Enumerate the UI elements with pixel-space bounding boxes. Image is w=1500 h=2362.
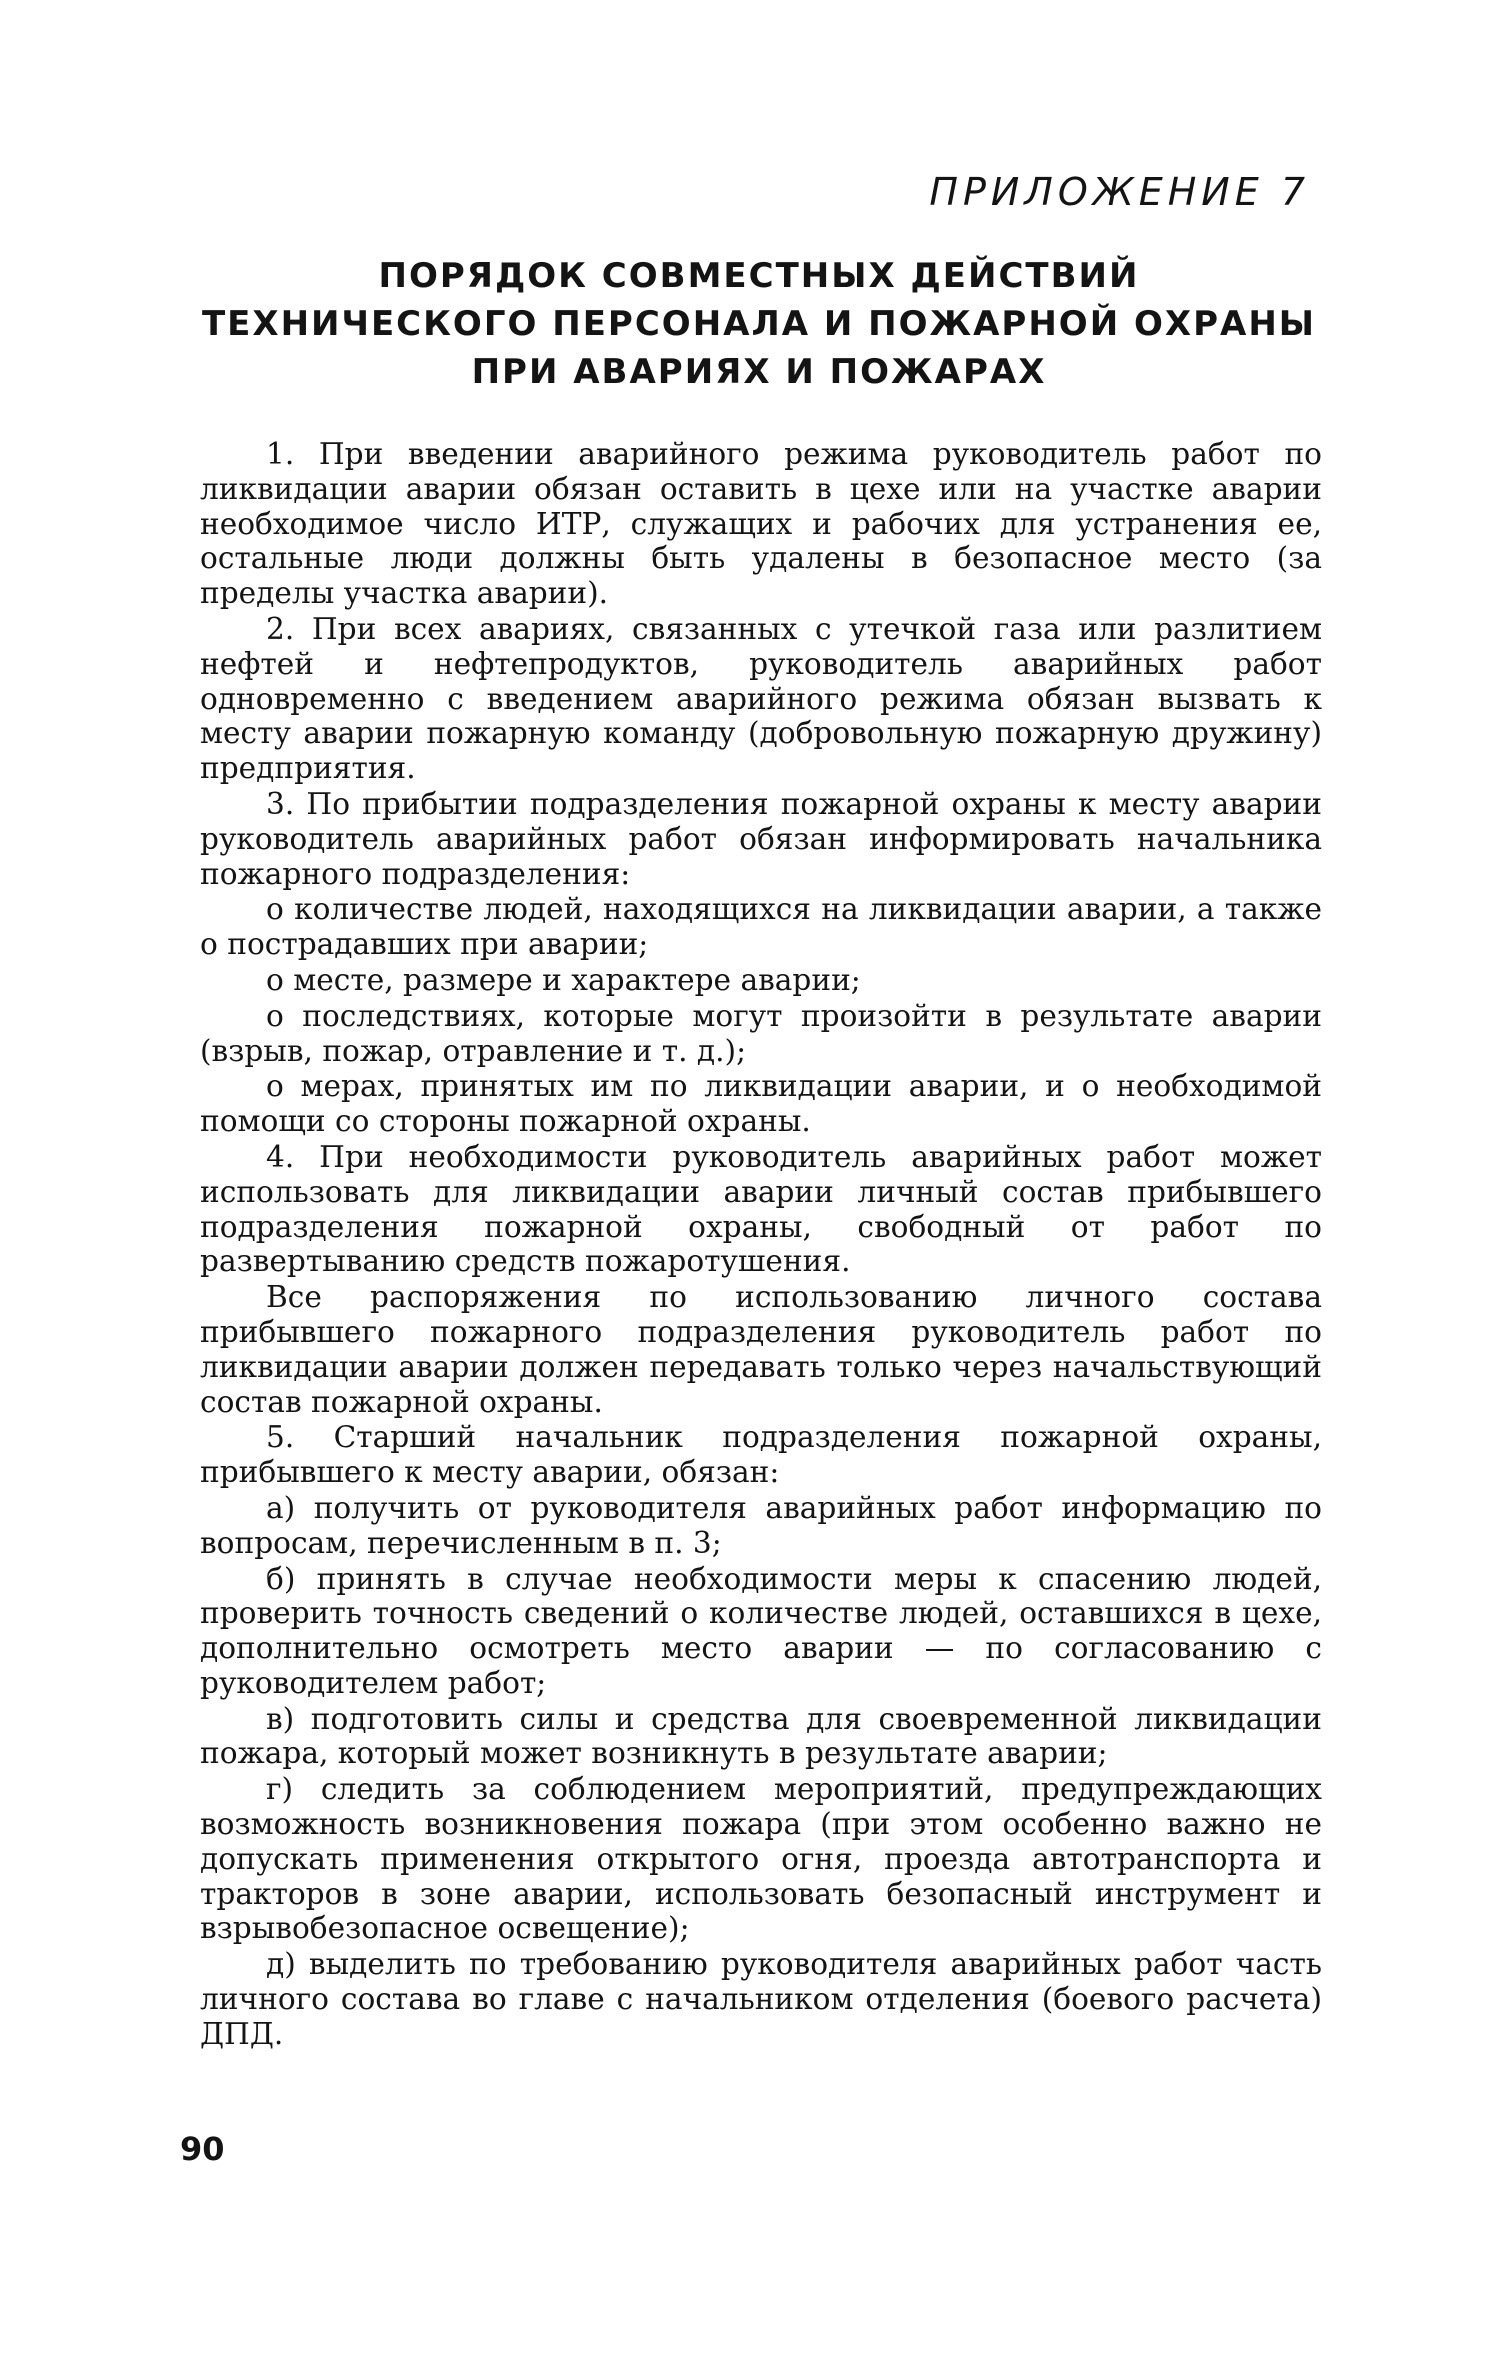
title-line: ПОРЯДОК СОВМЕСТНЫХ ДЕЙСТВИЙ [378, 256, 1140, 296]
paragraph-4-note: Все распоряжения по использованию личного состава прибывшего пожарного подразделения руководитель работ по ликвидации аварии должен передавать только через начальствующий состав пожарной охраны. [200, 1280, 1322, 1419]
paragraph-3-item: о мерах, принятых им по ликвидации аварии, и о необходимой помощи со стороны пожарной охраны. [200, 1069, 1322, 1139]
paragraph-3-item: о месте, размере и характере аварии; [266, 962, 861, 997]
paragraph-5-item-g: г) следить за соблюдением мероприятий, предупреждающих возможность возникновения пожара (при этом особенно важно не допускать применения открытого огня, проезда автотранспорта и тракторов в зоне аварии, использовать безопасный инструмент и взрывобезопасное освещение); [200, 1772, 1322, 1946]
document-body [200, 437, 1322, 2053]
title-line: ТЕХНИЧЕСКОГО ПЕРСОНАЛА И ПОЖАРНОЙ ОХРАНЫ [201, 304, 1317, 344]
paragraph-5-item-a: а) получить от руководителя аварийных работ информацию по вопросам, перечисленным в п. 3; [200, 1490, 1322, 1560]
paragraph-5-item-v: в) подготовить силы и средства для своевременной ликвидации пожара, который может возникнуть в результате аварии; [200, 1701, 1322, 1771]
paragraph-3: 3. По прибытии подразделения пожарной охраны к месту аварии руководитель аварийных работ обязан информировать начальника пожарного подразделения: [200, 786, 1322, 891]
paragraph-3-item: о последствиях, которые могут произойти в результате аварии (взрыв, пожар, отравление и т. д.); [200, 998, 1322, 1068]
title-line: ПРИ АВАРИЯХ И ПОЖАРАХ [471, 352, 1047, 392]
paragraph-5: 5. Старший начальник подразделения пожарной охраны, прибывшего к месту аварии, обязан: [200, 1420, 1322, 1490]
paragraph-4: 4. При необходимости руководитель аварийных работ может использовать для ликвидации аварии личный состав прибывшего подразделения пожарной охраны, свободный от работ по развертыванию средств пожаротушения. [200, 1139, 1322, 1279]
paragraph-2: 2. При всех авариях, связанных с утечкой газа или разлитием нефтей и нефтепродуктов, руководитель аварийных работ одновременно с введением аварийного режима обязан вызвать к месту аварии пожарную команду (добровольную пожарную дружину) предприятия. [200, 611, 1322, 786]
paragraph-5-item-d: д) выделить по требованию руководителя аварийных работ часть личного состава во главе с начальником отделения (боевого расчета) ДПД. [200, 1947, 1322, 2051]
document-title [200, 252, 1318, 396]
paragraph-1: 1. При введении аварийного режима руководитель работ по ликвидации аварии обязан оставить в цехе или на участке аварии необходимое число ИТР, служащих и рабочих для устранения ее, остальные люди должны быть удалены в безопасное место (за пределы участка аварии). [200, 437, 1322, 611]
page-number: 90 [180, 2130, 225, 2168]
appendix-label: ПРИЛОЖЕНИЕ 7 [929, 170, 1310, 214]
paragraph-5-item-b: б) принять в случае необходимости меры к спасению людей, проверить точность сведений о количестве людей, оставшихся в цехе, дополнительно осмотреть место аварии — по согласованию с руководителем работ; [200, 1561, 1322, 1700]
paragraph-3-item: о количестве людей, находящихся на ликвидации аварии, а также о пострадавших при аварии; [200, 892, 1322, 962]
